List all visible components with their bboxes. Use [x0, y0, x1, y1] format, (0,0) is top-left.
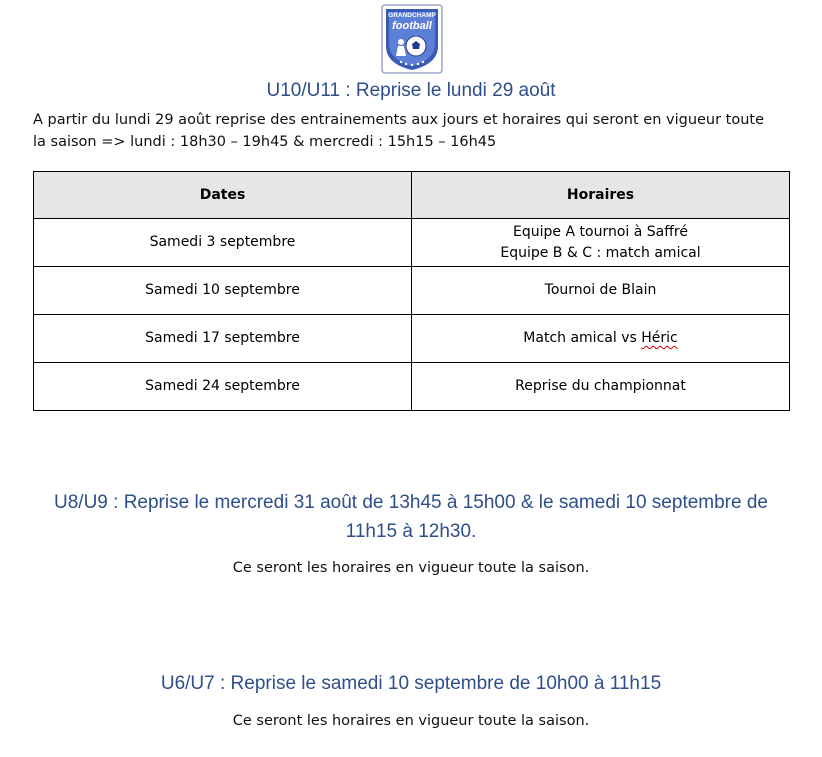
header-horaires: Horaires: [412, 172, 790, 219]
table-header-row: [34, 172, 790, 219]
row-date: Samedi 10 septembre: [34, 267, 412, 315]
spellcheck-word[interactable]: Héric: [641, 330, 678, 346]
row-horaire-prefix: Match amical vs: [523, 330, 642, 346]
u10-title: U10/U11 : Reprise le lundi 29 août: [266, 80, 556, 101]
football-club-crest-icon: [381, 4, 443, 74]
u8-title-line1: U8/U9 : Reprise le mercredi 31 août de 13h45 à 15h00 & le samedi 10 septembre de: [54, 492, 768, 513]
logo-line2: football: [392, 20, 432, 32]
row-horaire: Reprise du championnat: [412, 363, 790, 411]
u8-title: [0, 488, 822, 546]
table-row: [34, 363, 790, 411]
table-row: [34, 315, 790, 363]
table-row: [34, 219, 790, 267]
u6-title: U6/U7 : Reprise le samedi 10 septembre de 10h00 à 11h15: [160, 673, 662, 694]
row-date: Samedi 17 septembre: [34, 315, 412, 363]
table-row: [34, 267, 790, 315]
row-horaire-line1: Equipe A tournoi à Saffré: [513, 223, 688, 240]
row-date: Samedi 24 septembre: [34, 363, 412, 411]
row-date: Samedi 3 septembre: [34, 219, 412, 267]
u8-title-line2: 11h15 à 12h30.: [345, 521, 477, 542]
row-horaire: [412, 219, 790, 267]
header-dates: Dates: [34, 172, 412, 219]
u10-intro: [33, 109, 793, 153]
club-logo: [381, 4, 443, 74]
row-horaire: Tournoi de Blain: [412, 267, 790, 315]
u10-intro-line1: A partir du lundi 29 août reprise des entrainements aux jours et horaires qui seront en vigueur toute: [33, 112, 765, 128]
u8-note: Ce seront les horaires en vigueur toute la saison.: [232, 560, 590, 576]
u10-schedule-table: [33, 171, 790, 411]
logo-line1: GRANDCHAMP: [388, 12, 436, 19]
row-horaire: [412, 315, 790, 363]
u6-note: Ce seront les horaires en vigueur toute la saison.: [232, 713, 590, 729]
row-horaire-line2: Equipe B & C : match amical: [500, 244, 701, 261]
u10-intro-line2: la saison => lundi : 18h30 – 19h45 & mercredi : 15h15 – 16h45: [33, 134, 497, 150]
